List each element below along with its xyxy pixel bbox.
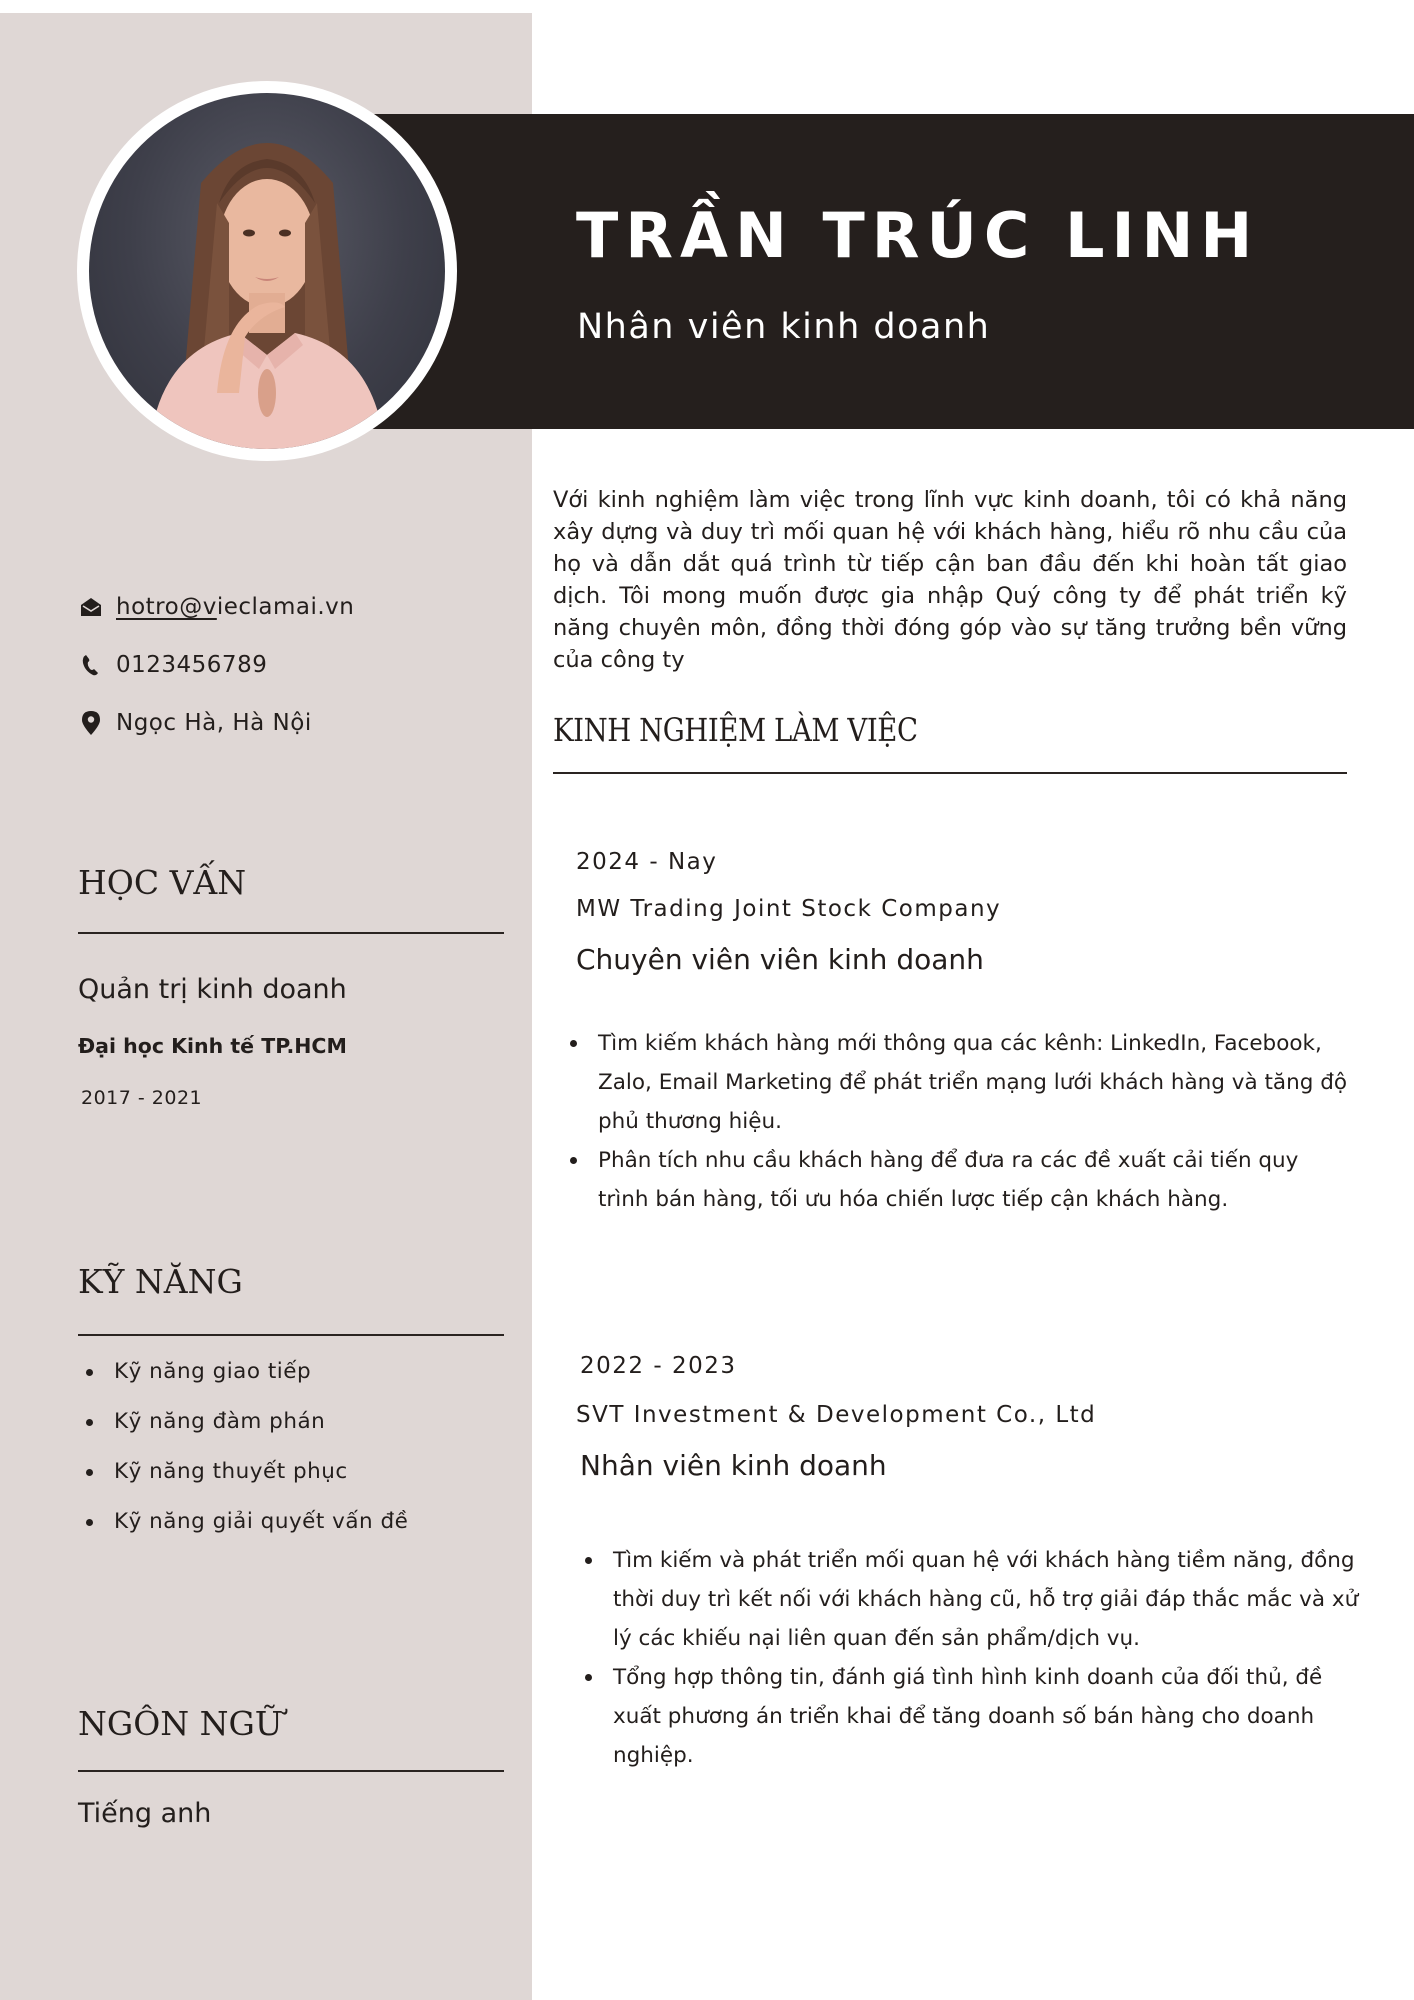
skills-list (78, 1356, 408, 1556)
job-bullet: Tìm kiếm khách hàng mới thông qua các kênh: LinkedIn, Facebook, Zalo, Email Marketing để phát triển mạng lưới khách hàng và tăng độ phủ thương hiệu. (568, 1024, 1348, 1141)
job-company: SVT Investment & Development Co., Ltd (576, 1402, 1097, 1428)
education-divider (78, 932, 504, 934)
candidate-role: Nhân viên kinh doanh (577, 307, 991, 347)
envelope-icon (80, 595, 102, 619)
profile-summary: Với kinh nghiệm làm việc trong lĩnh vực kinh doanh, tôi có khả năng xây dựng và duy trì mối quan hệ với khách hàng, hiểu rõ nhu cầu của họ và dẫn dắt quá trình từ tiếp cận ban đầu đến khi hoàn tất giao dịch. Tôi mong muốn được gia nhập Quý công ty để phát triển kỹ năng chuyên môn, đồng thời đóng góp vào sự tăng trưởng bền vững của công ty (553, 487, 1347, 673)
portrait-illustration-icon (89, 93, 445, 449)
job-title: Nhân viên kinh doanh (580, 1449, 887, 1482)
email-rest: ieclamai.vn (216, 594, 355, 620)
languages-divider (78, 1770, 504, 1772)
job-company: MW Trading Joint Stock Company (576, 896, 1002, 922)
job-bullets (583, 1541, 1373, 1775)
job-bullet: Tổng hợp thông tin, đánh giá tình hình kinh doanh của đối thủ, đề xuất phương án triển khai để tăng doanh số bán hàng cho doanh nghiệp. (583, 1658, 1373, 1775)
profile-photo (89, 93, 445, 449)
candidate-name: TRẦN TRÚC LINH (576, 199, 1260, 272)
experience-divider (553, 772, 1347, 774)
job-period: 2022 - 2023 (580, 1353, 737, 1379)
job-bullets (568, 1024, 1348, 1219)
job-period: 2024 - Nay (576, 849, 718, 875)
languages-heading: NGÔN NGỮ (78, 1704, 283, 1743)
job-bullet: Phân tích nhu cầu khách hàng để đưa ra các đề xuất cải tiến quy trình bán hàng, tối ưu hóa chiến lược tiếp cận khách hàng. (568, 1141, 1348, 1219)
email-text[interactable] (116, 594, 354, 620)
phone-text: 0123456789 (116, 652, 268, 678)
contact-address (80, 708, 312, 738)
job-bullet: Tìm kiếm và phát triển mối quan hệ với khách hàng tiềm năng, đồng thời duy trì kết nối với khách hàng cũ, hỗ trợ giải đáp thắc mắc và xử lý các khiếu nại liên quan đến sản phẩm/dịch vụ. (583, 1541, 1373, 1658)
education-heading: HỌC VẤN (78, 863, 247, 902)
contact-email[interactable] (80, 592, 355, 622)
language-item: Tiếng anh (78, 1798, 212, 1829)
education-major: Quản trị kinh doanh (78, 974, 347, 1005)
profile-photo-frame (77, 81, 457, 461)
experience-heading: KINH NGHIỆM LÀM VIỆC (553, 711, 918, 749)
skill-item: Kỹ năng đàm phán (78, 1406, 408, 1456)
skill-item: Kỹ năng thuyết phục (78, 1456, 408, 1506)
skill-item: Kỹ năng giao tiếp (78, 1356, 408, 1406)
skill-item: Kỹ năng giải quyết vấn đề (78, 1506, 408, 1556)
phone-icon (80, 653, 102, 677)
map-pin-icon (80, 711, 102, 735)
skills-heading: KỸ NĂNG (78, 1262, 243, 1301)
education-years: 2017 - 2021 (81, 1087, 203, 1109)
job-title: Chuyên viên viên kinh doanh (576, 943, 984, 976)
address-text: Ngọc Hà, Hà Nội (116, 710, 312, 736)
email-link[interactable]: hotro@v (116, 594, 217, 620)
education-school: Đại học Kinh tế TP.HCM (78, 1034, 347, 1058)
skills-divider (78, 1334, 504, 1336)
contact-phone (80, 650, 268, 680)
